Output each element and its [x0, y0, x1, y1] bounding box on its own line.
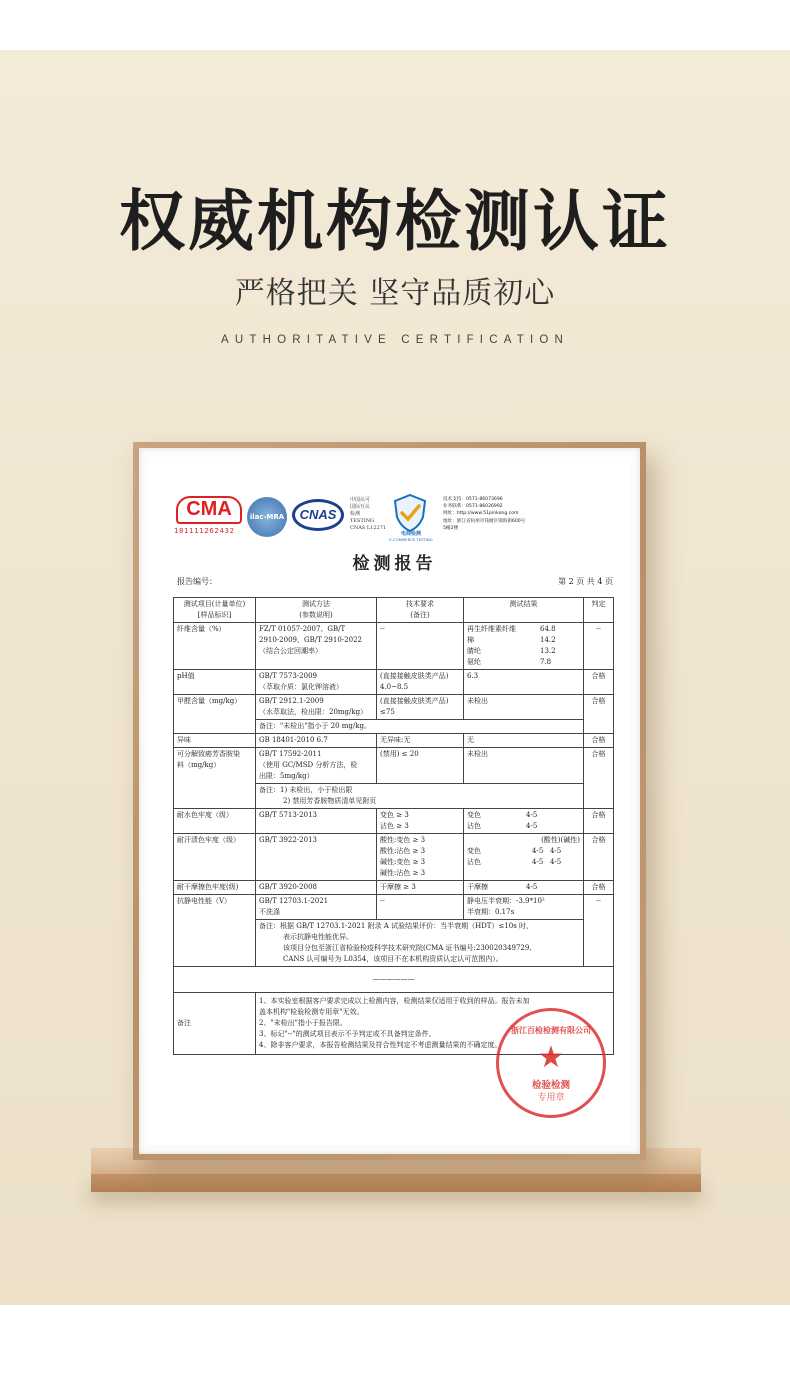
wooden-shelf-front: [91, 1174, 701, 1192]
ecommerce-testing-shield-icon: [390, 493, 430, 533]
table-note-row: 备注：1) 未检出，小于检出限 2) 禁用芳香胺物质清单见附页: [174, 784, 614, 809]
header-verdict: 判定: [584, 598, 614, 623]
cnas-logo: CNAS: [292, 499, 344, 531]
cma-number: 181111262432: [174, 527, 235, 535]
table-row: 耐水色牢度（级） GB/T 5713-2013 变色 ≥ 3 沾色 ≥ 3 变色 4-5 沾色 4-5 合格: [174, 809, 614, 834]
table-header-row: [174, 598, 614, 623]
header-result: 测试结果: [464, 598, 584, 623]
table-row: 甲醛含量（mg/kg） GB/T 2912.1-2009 （水萃取法，检出限：20mg/kg） (直接接触皮肤类产品) ≤75 未检出 合格: [174, 695, 614, 720]
header-item: 测试项目(计量单位) [样品标识]: [174, 598, 256, 623]
table-row: 耐干摩擦色牢度(级) GB/T 3920-2008 干摩擦 ≥ 3 干摩擦 4-5 合格: [174, 881, 614, 895]
table-row: 异味 GB 18401-2010 6.7 无异味:无 无 合格: [174, 734, 614, 748]
table-row: 可分解致癌芳香胺染 料（mg/kg） GB/T 17592-2011 （使用 GC/MSD 分析方法，检 出限：5mg/kg） (禁用) ≤ 20 未检出 合格: [174, 748, 614, 784]
table-note-row: 备注：根据 GB/T 12703.1-2021 附录 A 试验结果评价：当半衰期（HDT）≤10s 时， 表示抗静电性能优异。 该项目分包至浙江省检验检疫科学技术研究院(CMA 证书编号:230020349729, CANS 认可编号为 L0354，该项目不在本机构资质认定认可范围内）。: [174, 920, 614, 967]
table-note-row: 备注："未检出"指小于 20 mg/kg。: [174, 720, 614, 734]
lab-contact-info: 技术支持：0571-86073696 业务联系：0571-86026992 网址：http://www.51pinkong.com 地址：浙江省杭州市钱塘区锦海街600号 5幢2楼: [443, 497, 526, 531]
ecommerce-testing-label: 电商检测 E-COMMERCE TESTING: [389, 531, 433, 542]
header-requirement: 技术要求 (备注): [377, 598, 464, 623]
report-number-label: 报告编号：: [177, 577, 217, 586]
test-results-table: [173, 597, 614, 1055]
table-row: 耐汗渍色牢度（级） GB/T 3922-2013 酸性:变色 ≥ 3 酸性:沾色 ≥ 3 碱性:变色 ≥ 3 碱性:沾色 ≥ 3 (酸性)(碱性) 变色 4-5 4-5 沾色 4-5 4-5 合格: [174, 834, 614, 881]
cma-logo: CMA: [176, 496, 242, 524]
page-title: 权威机构检测认证: [119, 183, 671, 260]
table-divider-row: ——————: [174, 967, 614, 993]
report-title: 检测报告: [352, 554, 437, 574]
official-seal-stamp: 浙江百检检测有限公司 ★ 检验检测 专用章: [496, 1008, 606, 1118]
ilac-mra-logo: ilac-MRA: [247, 497, 287, 537]
remarks-row: 备注 1、本实验室根据客户要求完成以上检测内容，检测结果仅适用于收到的样品。报告未加 盖本机构"检验检测专用章"无效。 2、"未检出"指小于报告限。 3、标记"--"的测试项目表示不予判定或不具备判定条件。 4、除非客户要求，本报告检测结果及符合性判定不考虑测量结果的不确定度。: [174, 993, 614, 1055]
seal-star-icon: ★: [537, 1040, 565, 1075]
english-caption: AUTHORITATIVE CERTIFICATION: [221, 334, 569, 346]
table-row: pH值 GB/T 7573-2009 （萃取介质：氯化钾溶液） (直接接触皮肤类产品) 4.0~8.5 6.3 合格: [174, 670, 614, 695]
table-row: 纤维含量（%） FZ/T 01057-2007、GB/T 2910-2009、GB/T 2910-2022 （结合公定回潮率） -- 再生纤维素纤维 64.8 棉 14.2 腈纶 13.2 氨纶 7.8 --: [174, 623, 614, 670]
page-subtitle: 严格把关 坚守品质初心: [234, 276, 556, 311]
cnas-accreditation-text: 中国认可 国际互认 检测 TESTING CNAS L12271: [350, 497, 387, 531]
header-method: 测试方法 (参数说明): [256, 598, 377, 623]
table-row: 抗静电性能（V） GB/T 12703.1-2021 不洗涤 -- 静电压半衰期：-3.9*10² 半衰期：0.17s --: [174, 895, 614, 920]
page-indicator: 第 2 页 共 4 页: [558, 577, 613, 586]
